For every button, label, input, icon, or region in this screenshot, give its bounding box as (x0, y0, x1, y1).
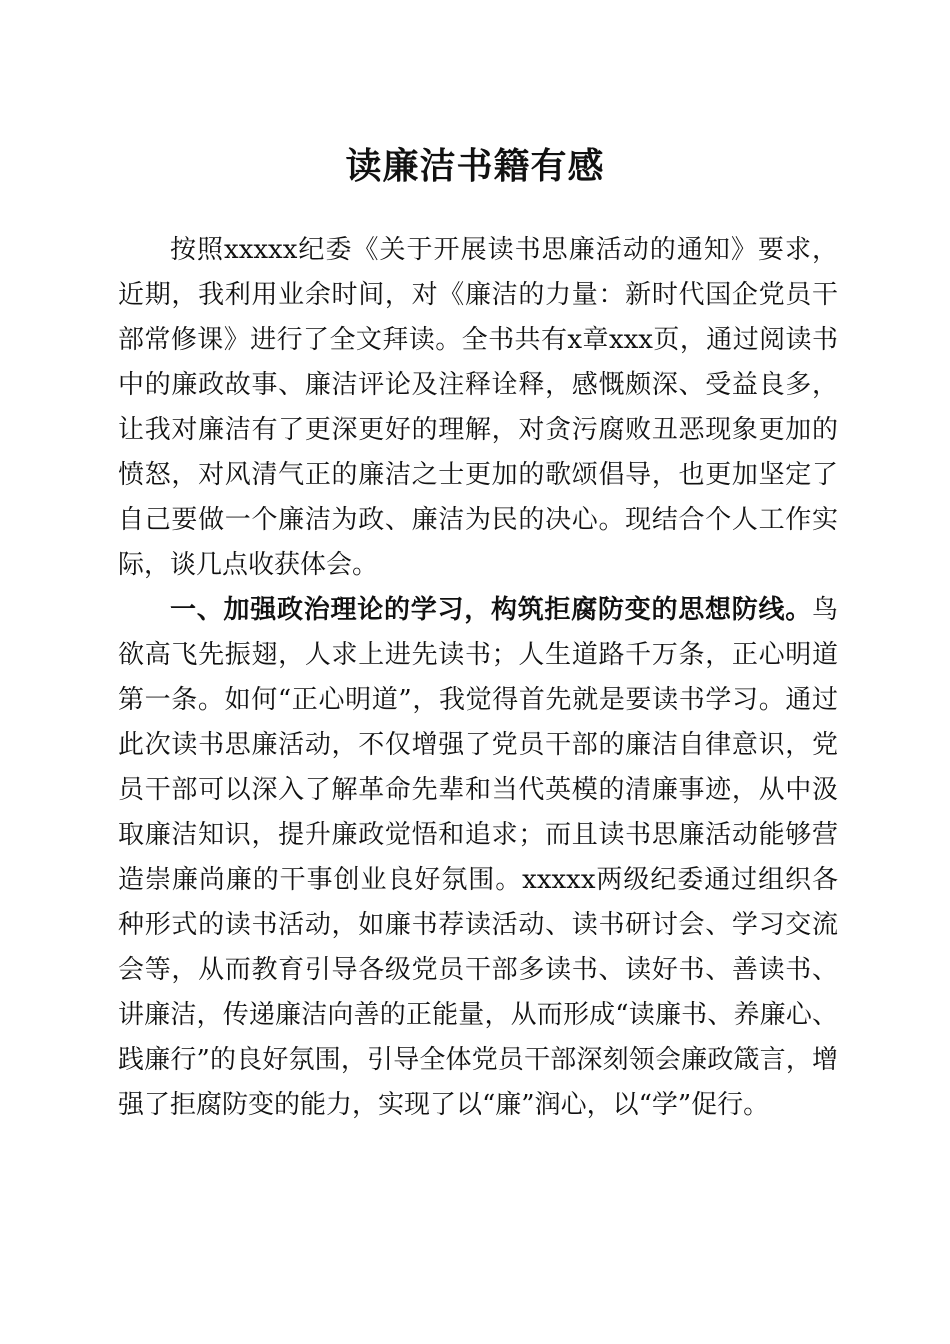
section-1-text: 鸟欲高飞先振翅，人求上进先读书；人生道路千万条，正心明道第一条。如何“正心明道”，我觉得首先就是要读书学习。通过此次读书思廉活动，不仅增强了党员干部的廉洁自律意识，党员干部可以深入了解革命先辈和当代英模的清廉事迹，从中汲取廉洁知识，提升廉政觉悟和追求；而且读书思廉活动能够营造崇廉尚廉的干事创业良好氛围。xxxxx两级纪委通过组织各种形式的读书活动，如廉书荐读活动、读书研讨会、学习交流会等，从而教育引导各级党员干部多读书、读好书、善读书、讲廉洁，传递廉洁向善的正能量，从而形成“读廉书、养廉心、践廉行”的良好氛围，引导全体党员干部深刻领会廉政箴言，增强了拒腐防变的能力，实现了以“廉”润心，以“学”促行。 (118, 595, 838, 1120)
intro-paragraph (118, 228, 838, 588)
section-1-heading: 一、加强政治理论的学习，构筑拒腐防变的思想防线。 (170, 595, 812, 625)
document-title: 读廉洁书籍有感 (345, 145, 605, 187)
section-1-paragraph (118, 588, 838, 1128)
intro-paragraph-text: 按照xxxxx纪委《关于开展读书思廉活动的通知》要求，近期，我利用业余时间，对《廉洁的力量：新时代国企党员干部常修课》进行了全文拜读。全书共有x章xxx页，通过阅读书中的廉政故事、廉洁评论及注释诠释，感慨颇深、受益良多，让我对廉洁有了更深更好的理解，对贪污腐败丑恶现象更加的愤怒，对风清气正的廉洁之士更加的歌颂倡导，也更加坚定了自己要做一个廉洁为政、廉洁为民的决心。现结合个人工作实际，谈几点收获体会。 (118, 235, 838, 580)
document-body (118, 228, 838, 1128)
